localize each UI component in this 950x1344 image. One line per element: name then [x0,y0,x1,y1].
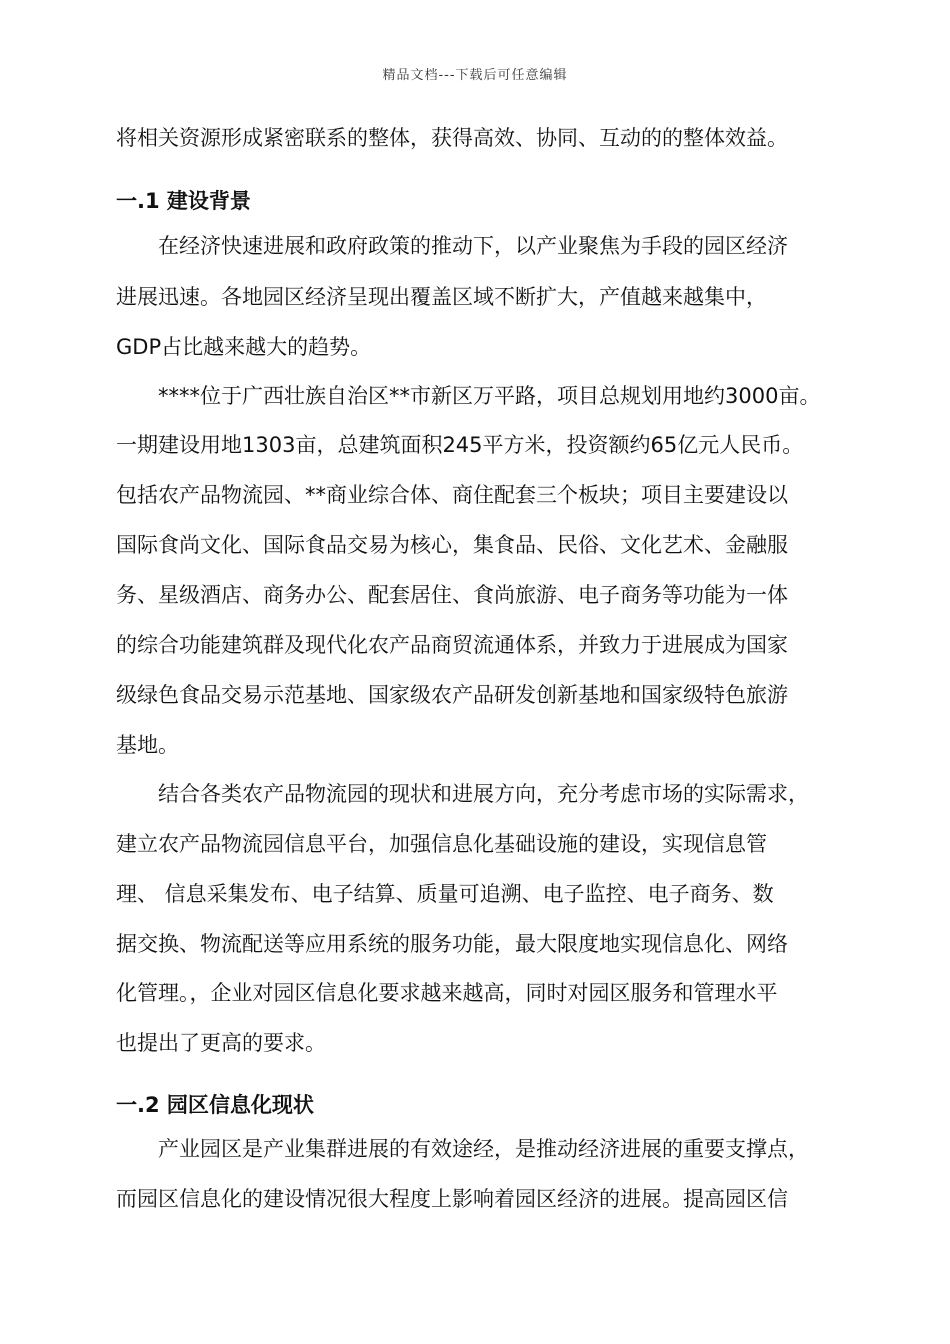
body-line: 结合各类农产品物流园的现状和进展方向，充分考虑市场的实际需求， [158,782,809,806]
body-line: ****位于广西壮族自治区**市新区万平路，项目总规划用地约3000亩。 [158,384,821,408]
body-line: 建立农产品物流园信息平台，加强信息化基础设施的建设，实现信息管 [116,832,767,856]
page-header: 精品文档---下载后可任意编辑 [382,68,568,83]
body-line: 也提出了更高的要求。 [116,1031,326,1055]
body-line: 包括农产品物流园、**商业综合体、商住配套三个板块；项目主要建设以 [116,483,788,507]
body-line: 基地。 [116,733,179,757]
body-line: 进展迅速。各地园区经济呈现出覆盖区域不断扩大，产值越来越集中， [116,285,767,309]
body-line: 国际食尚文化、国际食品交易为核心，集食品、民俗、文化艺术、金融服 [116,533,788,557]
body-line: GDP占比越来越大的趋势。 [116,335,372,359]
body-line: 据交换、物流配送等应用系统的服务功能，最大限度地实现信息化、网络 [116,932,788,956]
body-line: 产业园区是产业集群进展的有效途经，是推动经济进展的重要支撑点， [158,1137,809,1161]
body-line: 级绿色食品交易示范基地、国家级农产品研发创新基地和国家级特色旅游 [116,683,788,707]
body-line: 理、 信息采集发布、电子结算、质量可追溯、电子监控、电子商务、数 [116,882,774,906]
section-heading-1-2: 一.2 园区信息化现状 [116,1093,314,1117]
body-line: 务、星级酒店、商务办公、配套居住、食尚旅游、电子商务等功能为一体 [116,583,788,607]
section-heading-1-1: 一.1 建设背景 [116,189,251,213]
body-line: 化管理。，企业对园区信息化要求越来越高，同时对园区服务和管理水平 [116,981,778,1005]
body-line: 一期建设用地1303亩，总建筑面积245平方米，投资额约65亿元人民币。 [116,433,804,457]
body-line: 的综合功能建筑群及现代化农产品商贸流通体系，并致力于进展成为国家 [116,633,788,657]
body-line: 而园区信息化的建设情况很大程度上影响着园区经济的进展。提高园区信 [116,1187,788,1211]
body-line: 在经济快速进展和政府政策的推动下，以产业聚焦为手段的园区经济 [158,234,788,258]
body-line: 将相关资源形成紧密联系的整体，获得高效、协同、互动的的整体效益。 [116,126,788,150]
